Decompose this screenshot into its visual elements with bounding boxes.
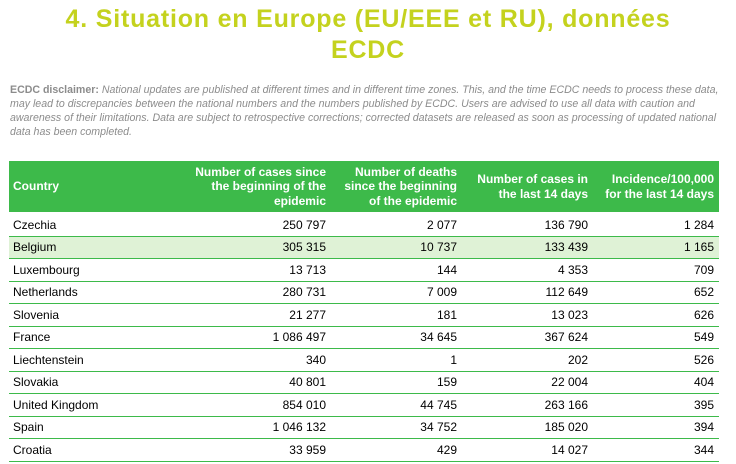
cell-incidence: 404 xyxy=(593,371,719,394)
cell-total-cases: 854 010 xyxy=(185,394,331,417)
cell-total-deaths: 159 xyxy=(331,371,462,394)
cell-total-deaths: 7 009 xyxy=(331,281,462,304)
cell-incidence: 1 284 xyxy=(593,213,719,236)
table-row xyxy=(9,371,719,394)
table-row xyxy=(9,213,719,236)
cell-cases-14-days: 263 166 xyxy=(462,394,593,417)
cell-incidence: 344 xyxy=(593,439,719,462)
header-country: Country xyxy=(9,161,185,213)
table-row xyxy=(9,439,719,462)
cell-total-cases: 21 277 xyxy=(185,304,331,327)
cell-total-deaths: 10 737 xyxy=(331,236,462,259)
cell-total-deaths: 181 xyxy=(331,304,462,327)
cell-total-cases: 33 959 xyxy=(185,439,331,462)
cell-total-cases: 305 315 xyxy=(185,236,331,259)
table-row xyxy=(9,416,719,439)
cell-country: Liechtenstein xyxy=(9,349,185,372)
page-title xyxy=(0,4,736,66)
cell-incidence: 394 xyxy=(593,416,719,439)
table-header-row xyxy=(9,161,719,213)
cell-cases-14-days: 133 439 xyxy=(462,236,593,259)
cell-cases-14-days: 4 353 xyxy=(462,259,593,282)
table-body xyxy=(9,213,719,461)
cell-cases-14-days: 136 790 xyxy=(462,213,593,236)
cell-total-deaths: 34 752 xyxy=(331,416,462,439)
cell-country: Croatia xyxy=(9,439,185,462)
table-row xyxy=(9,281,719,304)
table-row xyxy=(9,304,719,327)
table-row xyxy=(9,259,719,282)
table-row xyxy=(9,236,719,259)
cell-incidence: 652 xyxy=(593,281,719,304)
page-title-line-2: ECDC xyxy=(330,36,406,64)
cell-cases-14-days: 14 027 xyxy=(462,439,593,462)
cell-total-cases: 1 086 497 xyxy=(185,326,331,349)
cell-country: Spain xyxy=(9,416,185,439)
ecdc-disclaimer xyxy=(10,83,726,139)
cell-total-deaths: 34 645 xyxy=(331,326,462,349)
cell-cases-14-days: 367 624 xyxy=(462,326,593,349)
cell-incidence: 626 xyxy=(593,304,719,327)
table-row xyxy=(9,326,719,349)
cell-cases-14-days: 185 020 xyxy=(462,416,593,439)
cell-cases-14-days: 13 023 xyxy=(462,304,593,327)
cell-total-deaths: 2 077 xyxy=(331,213,462,236)
page-title-line-1: 4. Situation en Europe (EU/EEE et RU), données xyxy=(65,5,671,33)
disclaimer-label: ECDC disclaimer: xyxy=(10,84,99,96)
cell-total-cases: 13 713 xyxy=(185,259,331,282)
header-cases-14-days: Number of cases in the last 14 days xyxy=(462,161,593,213)
table-row xyxy=(9,349,719,372)
cell-cases-14-days: 22 004 xyxy=(462,371,593,394)
cell-total-deaths: 144 xyxy=(331,259,462,282)
cell-country: United Kingdom xyxy=(9,394,185,417)
cell-total-deaths: 429 xyxy=(331,439,462,462)
cell-country: Slovenia xyxy=(9,304,185,327)
cell-country: Belgium xyxy=(9,236,185,259)
header-incidence: Incidence/100,000 for the last 14 days xyxy=(593,161,719,213)
header-total-cases: Number of cases since the beginning of the epidemic xyxy=(185,161,331,213)
cell-total-cases: 40 801 xyxy=(185,371,331,394)
cell-incidence: 1 165 xyxy=(593,236,719,259)
cell-country: Luxembourg xyxy=(9,259,185,282)
cell-country: Netherlands xyxy=(9,281,185,304)
cell-incidence: 526 xyxy=(593,349,719,372)
country-data-table xyxy=(9,161,719,462)
cell-incidence: 395 xyxy=(593,394,719,417)
cell-total-deaths: 1 xyxy=(331,349,462,372)
cell-cases-14-days: 202 xyxy=(462,349,593,372)
cell-total-cases: 280 731 xyxy=(185,281,331,304)
cell-total-cases: 250 797 xyxy=(185,213,331,236)
cell-country: Czechia xyxy=(9,213,185,236)
cell-total-cases: 340 xyxy=(185,349,331,372)
cell-country: France xyxy=(9,326,185,349)
cell-total-cases: 1 046 132 xyxy=(185,416,331,439)
cell-cases-14-days: 112 649 xyxy=(462,281,593,304)
cell-incidence: 549 xyxy=(593,326,719,349)
cell-country: Slovakia xyxy=(9,371,185,394)
disclaimer-text: National updates are published at different times and in different time zones. This, and the time ECDC needs to process these data, may lead to discrepancies between the national numbers and the numbers published by ECDC. Users are advised to use all data with caution and awareness of their limitations. Data are subject to retrospective corrections; corrected datasets are released as soon as processing of updated national data has been completed. xyxy=(10,84,719,139)
header-total-deaths: Number of deaths since the beginning of the epidemic xyxy=(331,161,462,213)
cell-incidence: 709 xyxy=(593,259,719,282)
table-row xyxy=(9,394,719,417)
cell-total-deaths: 44 745 xyxy=(331,394,462,417)
